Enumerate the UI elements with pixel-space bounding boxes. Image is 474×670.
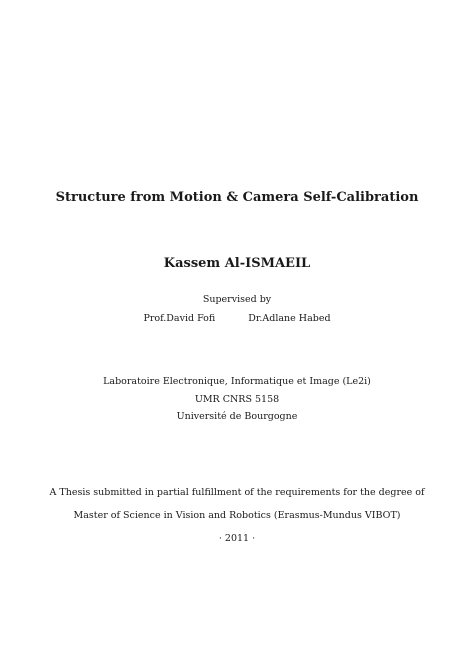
thesis-statement-line-2: Master of Science in Vision and Robotics (Erasmus-Mundus VIBOT) <box>73 510 401 521</box>
supervisors-line <box>0 313 474 324</box>
university: Université de Bourgogne <box>176 411 298 422</box>
supervisor-1: Prof.David Fofi <box>143 313 216 324</box>
supervised-by-label: Supervised by <box>202 294 272 305</box>
umr-number: UMR CNRS 5158 <box>194 394 280 405</box>
supervisor-2: Dr.Adlane Habed <box>248 313 331 324</box>
laboratory: Laboratoire Electronique, Informatique et Image (Le2i) <box>103 376 371 387</box>
thesis-statement-line-1: A Thesis submitted in partial fulfillment of the requirements for the degree of <box>49 487 425 498</box>
author-name: Kassem Al-ISMAEIL <box>163 256 311 271</box>
thesis-title: Structure from Motion & Camera Self-Calibration <box>55 190 419 205</box>
thesis-year: · 2011 · <box>218 533 256 544</box>
